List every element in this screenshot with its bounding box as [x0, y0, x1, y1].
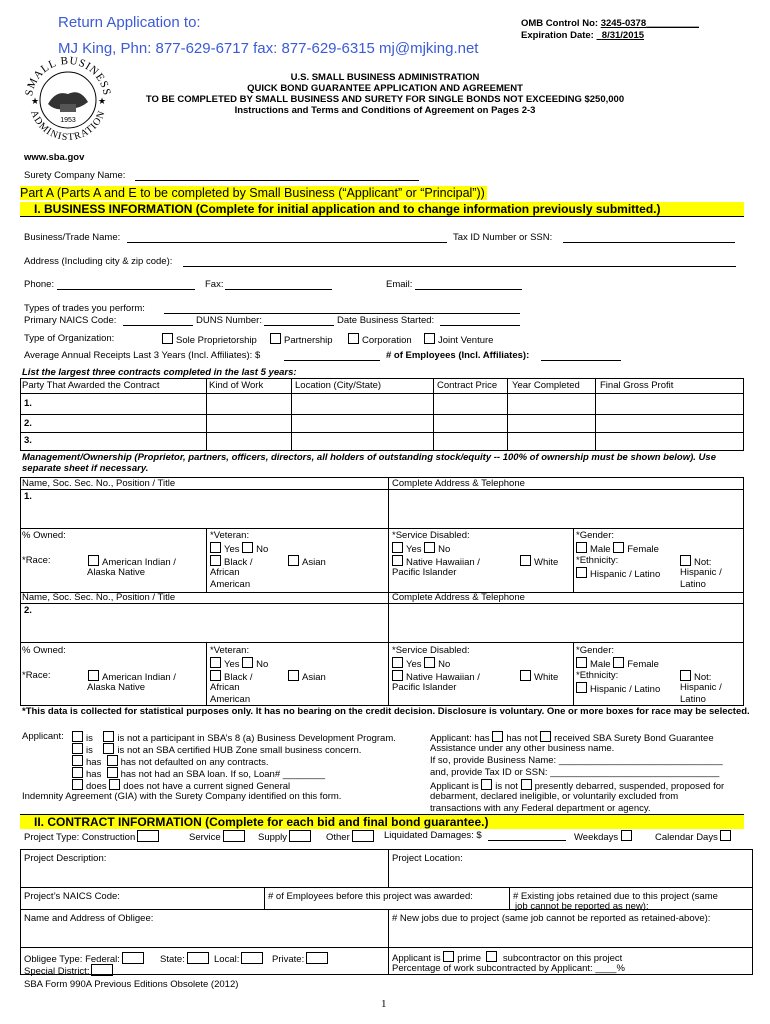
checkbox-icon[interactable] [424, 657, 435, 668]
checkbox-icon[interactable] [88, 555, 99, 566]
page-number: 1 [381, 998, 387, 1010]
owner1-address-label: Complete Address & Telephone [392, 478, 525, 489]
col-price: Contract Price [437, 380, 498, 391]
checkbox-icon[interactable] [720, 830, 731, 841]
special-district-box[interactable] [91, 964, 113, 976]
stmt-debarred[interactable]: Applicant is is not presently debarred, suspended, proposed for [430, 781, 725, 792]
phone-field[interactable] [57, 289, 195, 290]
address-field[interactable] [183, 266, 736, 267]
project-type: Project Type: Construction [24, 830, 159, 843]
stmt-sba-loan[interactable]: has has not had an SBA loan. If so, Loan# ________ [72, 767, 325, 780]
checkbox-icon[interactable] [288, 555, 299, 566]
svg-text:1953: 1953 [60, 117, 76, 124]
pct-subcontracted[interactable]: Percentage of work subcontracted by Applicant: ____% [392, 963, 625, 974]
org-type-label: Type of Organization: [24, 333, 115, 344]
owner2-name-label: Name, Soc. Sec. No., Position / Title [22, 592, 176, 603]
checkbox-icon[interactable] [162, 333, 173, 344]
obligee-type: Obligee Type: Federal: [24, 952, 144, 965]
owner2-race-black-2: African [210, 682, 240, 693]
checkbox-icon[interactable] [481, 779, 492, 790]
checkbox-icon[interactable] [443, 951, 454, 962]
owner1-race-am-indian-2: Alaska Native [87, 567, 146, 578]
project-description[interactable]: Project Description: [24, 853, 107, 864]
checkbox-icon[interactable] [107, 755, 118, 766]
owner1-race-hawaiian[interactable]: Native Hawaiian / [392, 555, 480, 568]
checkbox-icon[interactable] [270, 333, 281, 344]
owner2-race-am-indian[interactable]: American Indian / [88, 670, 176, 683]
duns-field[interactable] [264, 325, 334, 326]
expiration-date: Expiration Date: 8/31/2015 [521, 30, 645, 41]
checkbox-icon[interactable] [242, 657, 253, 668]
checkbox-icon[interactable] [210, 670, 221, 681]
owner1-race-black-2: African [210, 567, 240, 578]
owner2-race-hawaiian-2: Pacific Islander [392, 682, 457, 693]
checkbox-icon[interactable] [680, 670, 691, 681]
checkbox-icon[interactable] [288, 670, 299, 681]
mgmt-heading: Management/Ownership (Proprietor, partners, officers, directors, all holders of outstanding stock/equity -- 100% of ownership must be shown below). Use separate sheet if necessary. [22, 452, 716, 474]
construction-box[interactable] [137, 830, 159, 842]
owner1-race-am-indian[interactable]: American Indian / [88, 555, 176, 568]
obligee-name[interactable]: Name and Address of Obligee: [24, 913, 154, 924]
owner1-disabled-options[interactable]: Yes No [392, 542, 450, 555]
surety-company-field[interactable] [135, 180, 419, 181]
checkbox-icon[interactable] [103, 731, 114, 742]
checkbox-icon[interactable] [72, 767, 83, 778]
checkbox-icon[interactable] [72, 731, 83, 742]
checkbox-icon[interactable] [576, 682, 587, 693]
date-started-field[interactable] [440, 325, 520, 326]
phone-label: Phone: [24, 279, 55, 290]
new-jobs[interactable]: # New jobs due to project (same job cannot be reported as retained-above): [392, 913, 711, 924]
stmt-prior-assistance[interactable]: Applicant: has has not received SBA Surety Bond Guarantee [430, 733, 714, 744]
receipts-label: Average Annual Receipts Last 3 Years (Incl. Affiliates): $ [24, 350, 261, 361]
special-district: Special District: [24, 964, 113, 977]
fax-field[interactable] [225, 289, 332, 290]
stmt-debarred-3: transactions with any Federal department or agency. [430, 803, 651, 814]
owner2-number[interactable]: 2. [24, 605, 32, 616]
checkbox-icon[interactable] [72, 755, 83, 766]
owner1-not-hispanic-3: Latino [680, 579, 706, 590]
applicant-label: Applicant: [22, 731, 64, 742]
prime-sub[interactable]: Applicant is prime subcontractor on this project [392, 953, 623, 964]
owner1-not-hispanic[interactable]: Not: [680, 555, 711, 568]
col-kind: Kind of Work [209, 380, 264, 391]
project-naics[interactable]: Project’s NAICS Code: [24, 891, 120, 902]
owner2-disabled-options[interactable]: Yes No [392, 657, 450, 670]
checkbox-icon[interactable] [680, 555, 691, 566]
owner1-ethnicity-label: *Ethnicity: [576, 555, 619, 566]
obligee-state: State: [160, 952, 209, 965]
svg-text:★: ★ [98, 96, 107, 106]
owner2-address-label: Complete Address & Telephone [392, 592, 525, 603]
title-sba: U.S. SMALL BUSINESS ADMINISTRATION [290, 72, 480, 83]
owner2-hispanic[interactable]: Hispanic / Latino [576, 682, 660, 695]
website: www.sba.gov [24, 152, 85, 163]
owner2-gender-label: *Gender: [576, 645, 615, 656]
employees-field[interactable] [541, 360, 621, 361]
owner1-hispanic[interactable]: Hispanic / Latino [576, 567, 660, 580]
owner1-race-hawaiian-2: Pacific Islander [392, 567, 457, 578]
obligee-private: Private: [272, 952, 328, 965]
type-other: Other [326, 830, 374, 843]
checkbox-icon[interactable] [613, 657, 624, 668]
stmt-hubzone[interactable]: is is not an SBA certified HUB Zone small business concern. [72, 743, 361, 756]
jobs-retained[interactable]: # Existing jobs retained due to this project (same [513, 891, 718, 902]
checkbox-icon[interactable] [576, 567, 587, 578]
checkbox-icon[interactable] [520, 670, 531, 681]
checkbox-icon[interactable] [103, 743, 114, 754]
col-party: Party That Awarded the Contract [22, 380, 160, 391]
checkbox-icon[interactable] [392, 555, 403, 566]
stmt-default[interactable]: has has not defaulted on any contracts. [72, 755, 269, 768]
owner1-veteran-options[interactable]: Yes No [210, 542, 268, 555]
checkbox-icon[interactable] [424, 333, 435, 344]
owner1-race-asian[interactable]: Asian [288, 555, 326, 568]
checkbox-icon[interactable] [576, 542, 587, 553]
checkbox-icon[interactable] [521, 779, 532, 790]
checkbox-icon[interactable] [613, 542, 624, 553]
title-instructions: TO BE COMPLETED BY SMALL BUSINESS AND SURETY FOR SINGLE BONDS NOT EXCEEDING $250,000 [145, 94, 625, 105]
omb-control: OMB Control No: 3245-0378__________ [521, 18, 699, 29]
checkbox-icon[interactable] [392, 542, 403, 553]
org-partnership[interactable]: Partnership [270, 333, 333, 346]
contract-row-3[interactable]: 3. [24, 435, 32, 446]
owner2-race-black-3: American [210, 694, 251, 705]
org-corporation[interactable]: Corporation [348, 333, 412, 346]
obligee-local: Local: [214, 952, 263, 965]
col-year: Year Completed [512, 380, 580, 391]
title-form: QUICK BOND GUARANTEE APPLICATION AND AGREEMENT [247, 83, 523, 94]
stmt-prior-tax-id[interactable]: and, provide Tax ID or SSN: ________________________________ [430, 767, 720, 778]
owner1-gender-label: *Gender: [576, 530, 615, 541]
stmt-gia-2: Indemnity Agreement (GIA) with the Surety Company identified on this form. [22, 791, 342, 802]
liquidated-damages: Liquidated Damages: $ [384, 830, 482, 841]
checkbox-icon[interactable] [72, 779, 83, 790]
checkbox-icon[interactable] [492, 731, 503, 742]
owner2-race-hawaiian[interactable]: Native Hawaiian / [392, 670, 480, 683]
stmt-8a[interactable]: is is not a participant in SBA’s 8 (a) Business Development Program. [72, 731, 396, 744]
owner1-number[interactable]: 1. [24, 491, 32, 502]
svg-text:ADMINISTRATION: ADMINISTRATION [28, 108, 108, 144]
naics-label: Primary NAICS Code: [24, 315, 117, 326]
owner2-gender-options[interactable]: Male Female [576, 657, 659, 670]
email-label: Email: [386, 279, 413, 290]
employees-label: # of Employees (Incl. Affiliates): [386, 350, 530, 361]
owner2-veteran-label: *Veteran: [210, 645, 250, 656]
business-name-field[interactable] [127, 242, 447, 243]
trades-label: Types of trades you perform: [24, 303, 145, 314]
type-service: Service [189, 830, 245, 843]
receipts-field[interactable] [284, 360, 380, 361]
owner1-pct-owned: % Owned: [22, 530, 66, 541]
checkbox-icon[interactable] [107, 767, 118, 778]
org-joint-venture[interactable]: Joint Venture [424, 333, 493, 346]
stmt-debarred-2: debarment, declared ineligible, or voluntarily excluded from [430, 791, 679, 802]
address-label: Address (Including city & zip code): [24, 256, 173, 267]
owner1-race-black[interactable]: Black / [210, 555, 253, 568]
contracts-heading: List the largest three contracts completed in the last 5 years: [22, 367, 297, 378]
owner1-not-hispanic-2: Hispanic / [680, 567, 722, 578]
service-box[interactable] [223, 830, 245, 842]
naics-field[interactable] [123, 325, 193, 326]
state-box[interactable] [187, 952, 209, 964]
other-box[interactable] [352, 830, 374, 842]
jobs-retained-2: job cannot be reported as new): [515, 901, 649, 912]
svg-text:SMALL BUSINESS: SMALL BUSINESS [23, 54, 113, 97]
federal-box[interactable] [122, 952, 144, 964]
checkbox-icon[interactable] [242, 542, 253, 553]
type-supply: Supply [258, 830, 311, 843]
col-location: Location (City/State) [295, 380, 382, 391]
section-1-title: I. BUSINESS INFORMATION (Complete for initial application and to change information previously submitted.) [20, 202, 744, 217]
checkbox-icon[interactable] [424, 542, 435, 553]
local-box[interactable] [241, 952, 263, 964]
return-application-label: Return Application to: [58, 14, 201, 31]
checkbox-icon[interactable] [392, 670, 403, 681]
duns-label: DUNS Number: [196, 315, 262, 326]
owner2-not-hispanic-2: Hispanic / [680, 682, 722, 693]
checkbox-icon[interactable] [109, 779, 120, 790]
owner1-race-black-3: American [210, 579, 251, 590]
owner2-ethnicity-label: *Ethnicity: [576, 670, 619, 681]
part-a-title: Part A (Parts A and E to be completed by Small Business (“Applicant” or “Principal”)) [20, 186, 485, 200]
checkbox-icon[interactable] [486, 951, 497, 962]
stmt-gia[interactable]: does does not have a current signed General [72, 779, 290, 792]
title-pages: Instructions and Terms and Conditions of Agreement on Pages 2-3 [234, 105, 536, 116]
owner2-disabled-label: *Service Disabled: [392, 645, 470, 656]
email-field[interactable] [415, 289, 522, 290]
calendar-days-option[interactable]: Calendar Days [655, 830, 734, 843]
col-profit: Final Gross Profit [600, 380, 674, 391]
owner2-veteran-options[interactable]: Yes No [210, 657, 268, 670]
contact-line: MJ King, Phn: 877-629-6717 fax: 877-629-6315 mj@mjking.net [58, 40, 479, 57]
fax-label: Fax: [205, 279, 224, 290]
org-sole[interactable]: Sole Proprietorship [162, 333, 257, 346]
checkbox-icon[interactable] [576, 657, 587, 668]
owner2-race-black[interactable]: Black / [210, 670, 253, 683]
svg-text:★: ★ [31, 96, 40, 106]
owner2-race-label: *Race: [22, 670, 51, 681]
section-2-title: II. CONTRACT INFORMATION (Complete for each bid and final bond guarantee.) [20, 814, 744, 829]
checkbox-icon[interactable] [210, 657, 221, 668]
owner1-race-white[interactable]: White [520, 555, 558, 568]
employees-before[interactable]: # of Employees before this project was awarded: [268, 891, 473, 902]
project-location[interactable]: Project Location: [392, 853, 463, 864]
liquidated-field[interactable] [488, 840, 566, 841]
owner1-veteran-label: *Veteran: [210, 530, 250, 541]
owner2-race-white[interactable]: White [520, 670, 558, 683]
checkbox-icon[interactable] [540, 731, 551, 742]
owner2-race-asian[interactable]: Asian [288, 670, 326, 683]
statistical-note: *This data is collected for statistical purposes only. It has no bearing on the credit decision. Disclosure is voluntary. One or more boxes for race may be selected. [22, 706, 750, 717]
checkbox-icon[interactable] [88, 670, 99, 681]
date-started-label: Date Business Started: [337, 315, 435, 326]
stmt-prior-business-name[interactable]: If so, provide Business Name: _______________________________ [430, 755, 723, 766]
tax-id-field[interactable] [563, 242, 735, 243]
checkbox-icon[interactable] [392, 657, 403, 668]
owner1-name-label: Name, Soc. Sec. No., Position / Title [22, 478, 176, 489]
surety-company-label: Surety Company Name: [24, 170, 126, 181]
supply-box[interactable] [289, 830, 311, 842]
owner2-not-hispanic-3: Latino [680, 694, 706, 705]
owner1-disabled-label: *Service Disabled: [392, 530, 470, 541]
stmt-prior-2: Assistance under any other business name. [430, 743, 615, 754]
trades-field[interactable] [164, 313, 520, 314]
private-box[interactable] [306, 952, 328, 964]
weekdays-option[interactable]: Weekdays [574, 830, 635, 843]
checkbox-icon[interactable] [348, 333, 359, 344]
contract-row-2[interactable]: 2. [24, 418, 32, 429]
owner1-race-label: *Race: [22, 555, 51, 566]
owner1-gender-options[interactable]: Male Female [576, 542, 659, 555]
owner2-not-hispanic[interactable]: Not: [680, 670, 711, 683]
owner2-pct-owned: % Owned: [22, 645, 66, 656]
checkbox-icon[interactable] [210, 542, 221, 553]
checkbox-icon[interactable] [72, 743, 83, 754]
checkbox-icon[interactable] [621, 830, 632, 841]
tax-id-label: Tax ID Number or SSN: [453, 232, 553, 243]
owner2-race-am-indian-2: Alaska Native [87, 682, 146, 693]
business-name-label: Business/Trade Name: [24, 232, 121, 243]
checkbox-icon[interactable] [520, 555, 531, 566]
checkbox-icon[interactable] [210, 555, 221, 566]
form-number: SBA Form 990A Previous Editions Obsolete (2012) [24, 979, 239, 990]
contract-row-1[interactable]: 1. [24, 398, 32, 409]
